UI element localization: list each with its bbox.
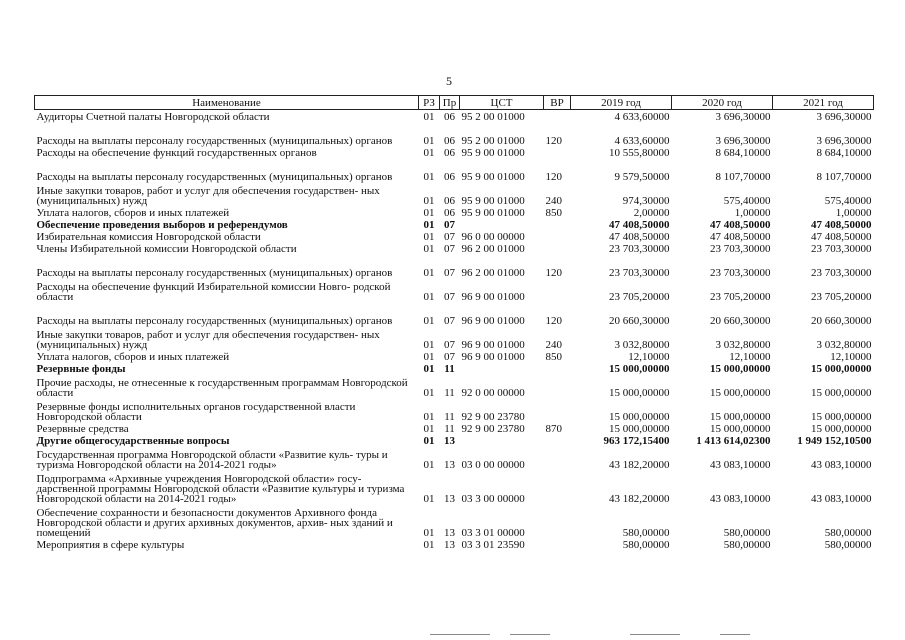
cell-rz: 01 bbox=[423, 339, 435, 351]
cell-vr: 850 bbox=[545, 351, 562, 363]
cell-y2019: 20 660,30000 bbox=[609, 315, 670, 327]
cell-cst: 96 2 00 01000 bbox=[461, 243, 525, 255]
table-row bbox=[35, 350, 874, 362]
cell-pr: 13 bbox=[444, 527, 455, 539]
cell-y2019: 43 182,20000 bbox=[609, 459, 670, 471]
cell-y2019: 580,00000 bbox=[622, 539, 670, 551]
scan-artifact bbox=[430, 634, 490, 635]
cell-y2019: 9 579,50000 bbox=[614, 171, 670, 183]
cell-y2019: 23 703,30000 bbox=[609, 243, 670, 255]
cell-cst: 96 9 00 01000 bbox=[461, 291, 525, 303]
cell-vr bbox=[544, 398, 571, 422]
cell-y2021: 47 408,50000 bbox=[811, 231, 872, 243]
cell-cst: 95 9 00 01000 bbox=[461, 195, 525, 207]
cell-y2021: 580,00000 bbox=[824, 527, 872, 539]
cell-y2021: 20 660,30000 bbox=[811, 315, 872, 327]
cell-rz: 01 bbox=[423, 435, 435, 447]
cell-y2020: 8 107,70000 bbox=[715, 171, 771, 183]
cell-name: Резервные средства bbox=[36, 423, 129, 435]
header-2019: 2019 год bbox=[571, 96, 672, 110]
table-row bbox=[35, 326, 874, 350]
table-row bbox=[35, 504, 874, 538]
cell-name: Иные закупки товаров, работ и услуг для обеспечения государствен- ных (муниципальных) нужд bbox=[36, 185, 380, 207]
table-row bbox=[35, 446, 874, 470]
table-row bbox=[35, 422, 874, 434]
cell-y2019: 15 000,00000 bbox=[609, 411, 670, 423]
cell-y2020: 15 000,00000 bbox=[710, 423, 771, 435]
cell-y2021: 15 000,00000 bbox=[811, 411, 872, 423]
cell-rz: 01 bbox=[423, 243, 435, 255]
cell-vr bbox=[544, 434, 571, 446]
cell-vr: 120 bbox=[545, 135, 562, 147]
page-number: 5 bbox=[446, 74, 452, 88]
cell-pr: 07 bbox=[444, 351, 455, 363]
cell-y2019: 10 555,80000 bbox=[609, 147, 670, 159]
cell-name: Расходы на выплаты персоналу государственных (муниципальных) органов bbox=[36, 267, 393, 279]
cell-y2020: 575,40000 bbox=[723, 195, 771, 207]
cell-y2020: 23 705,20000 bbox=[710, 291, 771, 303]
cell-vr bbox=[544, 278, 571, 302]
cell-vr: 120 bbox=[545, 315, 562, 327]
cell-y2020: 47 408,50000 bbox=[710, 219, 771, 231]
cell-cst: 96 9 00 01000 bbox=[461, 351, 525, 363]
cell-vr: 120 bbox=[545, 267, 562, 279]
cell-y2021: 15 000,00000 bbox=[811, 387, 872, 399]
header-cst: ЦСТ bbox=[460, 96, 544, 110]
cell-pr: 06 bbox=[444, 207, 455, 219]
cell-y2019: 15 000,00000 bbox=[609, 363, 670, 375]
header-name: Наименование bbox=[35, 96, 419, 110]
cell-vr: 120 bbox=[545, 171, 562, 183]
cell-pr: 06 bbox=[444, 147, 455, 159]
cell-y2021: 8 684,10000 bbox=[816, 147, 872, 159]
cell-y2021: 23 705,20000 bbox=[811, 291, 872, 303]
cell-rz: 01 bbox=[423, 493, 435, 505]
cell-cst: 92 0 00 00000 bbox=[461, 387, 525, 399]
cell-name: Расходы на выплаты персоналу государственных (муниципальных) органов bbox=[36, 135, 393, 147]
cell-pr: 07 bbox=[444, 219, 455, 231]
cell-y2020: 3 032,80000 bbox=[715, 339, 771, 351]
cell-y2020: 3 696,30000 bbox=[715, 135, 771, 147]
cell-vr bbox=[544, 218, 571, 230]
cell-cst: 03 3 01 23590 bbox=[461, 539, 525, 551]
cell-pr: 11 bbox=[444, 423, 455, 435]
cell-cst: 03 0 00 00000 bbox=[461, 459, 525, 471]
scan-artifact bbox=[510, 634, 550, 635]
cell-name: Иные закупки товаров, работ и услуг для обеспечения государствен- ных (муниципальных) нужд bbox=[36, 329, 380, 351]
table-row bbox=[35, 434, 874, 446]
cell-vr: 850 bbox=[545, 207, 562, 219]
cell-y2020: 23 703,30000 bbox=[710, 267, 771, 279]
table-row bbox=[35, 242, 874, 254]
cell-cst: 92 9 00 23780 bbox=[461, 411, 525, 423]
cell-y2021: 47 408,50000 bbox=[811, 219, 872, 231]
cell-y2021: 8 107,70000 bbox=[816, 171, 872, 183]
cell-cst: 96 9 00 01000 bbox=[461, 339, 525, 351]
cell-pr: 07 bbox=[444, 231, 455, 243]
cell-name: Резервные фонды bbox=[36, 363, 126, 375]
cell-cst: 96 0 00 00000 bbox=[461, 231, 525, 243]
cell-rz: 01 bbox=[423, 459, 435, 471]
cell-rz: 01 bbox=[423, 219, 435, 231]
cell-rz: 01 bbox=[423, 363, 435, 375]
cell-rz: 01 bbox=[423, 195, 435, 207]
cell-y2021: 3 696,30000 bbox=[816, 135, 872, 147]
budget-table bbox=[34, 95, 874, 550]
cell-y2021: 23 703,30000 bbox=[811, 243, 872, 255]
table-row bbox=[35, 230, 874, 242]
cell-y2021: 12,10000 bbox=[830, 351, 872, 363]
table-row bbox=[35, 206, 874, 218]
cell-y2019: 47 408,50000 bbox=[609, 231, 670, 243]
cell-vr bbox=[544, 538, 571, 550]
cell-cst: 95 9 00 01000 bbox=[461, 207, 525, 219]
cell-y2020: 15 000,00000 bbox=[710, 411, 771, 423]
cell-name: Обеспечение проведения выборов и референдумов bbox=[36, 219, 288, 231]
cell-pr: 13 bbox=[444, 459, 455, 471]
cell-rz: 01 bbox=[423, 315, 435, 327]
cell-pr: 06 bbox=[444, 195, 455, 207]
table-row bbox=[35, 470, 874, 504]
cell-vr bbox=[544, 230, 571, 242]
table-row bbox=[35, 254, 874, 278]
table-row bbox=[35, 158, 874, 182]
cell-pr: 06 bbox=[444, 111, 455, 123]
table-row bbox=[35, 374, 874, 398]
cell-cst: 96 2 00 01000 bbox=[461, 267, 525, 279]
cell-y2019: 2,00000 bbox=[633, 207, 670, 219]
cell-vr: 240 bbox=[545, 195, 562, 207]
cell-y2020: 15 000,00000 bbox=[710, 387, 771, 399]
cell-rz: 01 bbox=[423, 231, 435, 243]
cell-y2019: 4 633,60000 bbox=[614, 111, 670, 123]
cell-y2019: 23 705,20000 bbox=[609, 291, 670, 303]
cell-y2020: 1 413 614,02300 bbox=[696, 435, 771, 447]
cell-cst: 95 9 00 01000 bbox=[461, 171, 525, 183]
cell-name: Расходы на обеспечение функций Избирательной комиссии Новго- родской области bbox=[36, 281, 391, 303]
cell-y2020: 15 000,00000 bbox=[710, 363, 771, 375]
cell-pr: 06 bbox=[444, 135, 455, 147]
table-row bbox=[35, 278, 874, 302]
cell-y2019: 974,30000 bbox=[622, 195, 670, 207]
cell-y2019: 15 000,00000 bbox=[609, 387, 670, 399]
cell-rz: 01 bbox=[423, 291, 435, 303]
cell-cst: 95 2 00 01000 bbox=[461, 135, 525, 147]
cell-y2021: 23 703,30000 bbox=[811, 267, 872, 279]
cell-name: Аудиторы Счетной палаты Новгородской области bbox=[36, 111, 270, 123]
cell-y2021: 575,40000 bbox=[824, 195, 872, 207]
cell-cst: 03 3 00 00000 bbox=[461, 493, 525, 505]
cell-vr bbox=[544, 446, 571, 470]
cell-y2020: 43 083,10000 bbox=[710, 459, 771, 471]
cell-pr: 07 bbox=[444, 243, 455, 255]
cell-name: Уплата налогов, сборов и иных платежей bbox=[36, 207, 230, 219]
cell-vr bbox=[544, 470, 571, 504]
cell-name: Прочие расходы, не отнесенные к государственным программам Новгородской области bbox=[36, 377, 408, 399]
cell-y2021: 15 000,00000 bbox=[811, 423, 872, 435]
cell-y2021: 1 949 152,10500 bbox=[797, 435, 872, 447]
cell-rz: 01 bbox=[423, 387, 435, 399]
cell-y2019: 580,00000 bbox=[622, 527, 670, 539]
cell-y2021: 43 083,10000 bbox=[811, 459, 872, 471]
cell-y2019: 963 172,15400 bbox=[603, 435, 670, 447]
cell-rz: 01 bbox=[423, 351, 435, 363]
cell-vr bbox=[544, 146, 571, 158]
table-body bbox=[35, 110, 874, 551]
cell-y2019: 23 703,30000 bbox=[609, 267, 670, 279]
cell-pr: 13 bbox=[444, 493, 455, 505]
cell-name: Другие общегосударственные вопросы bbox=[36, 435, 230, 447]
table-row bbox=[35, 538, 874, 550]
cell-pr: 13 bbox=[444, 435, 455, 447]
cell-cst bbox=[460, 434, 544, 446]
cell-rz: 01 bbox=[423, 267, 435, 279]
header-2021: 2021 год bbox=[773, 96, 874, 110]
cell-rz: 01 bbox=[423, 207, 435, 219]
cell-name: Резервные фонды исполнительных органов государственной власти Новгородской области bbox=[36, 401, 356, 423]
cell-y2019: 3 032,80000 bbox=[614, 339, 670, 351]
cell-pr: 13 bbox=[444, 539, 455, 551]
cell-cst bbox=[460, 218, 544, 230]
cell-rz: 01 bbox=[423, 539, 435, 551]
cell-vr bbox=[544, 110, 571, 123]
cell-name: Подпрограмма «Архивные учреждения Новгородской области» госу- дарственной программы Новгородской области «Развитие культуры и туризма Новгородской области на 2014-2021 годы» bbox=[36, 473, 405, 505]
cell-cst: 92 9 00 23780 bbox=[461, 423, 525, 435]
cell-y2020: 580,00000 bbox=[723, 539, 771, 551]
cell-y2020: 20 660,30000 bbox=[710, 315, 771, 327]
table-row bbox=[35, 218, 874, 230]
cell-pr: 11 bbox=[444, 387, 455, 399]
cell-cst bbox=[460, 362, 544, 374]
cell-pr: 11 bbox=[444, 363, 455, 375]
cell-pr: 11 bbox=[444, 411, 455, 423]
cell-pr: 07 bbox=[444, 315, 455, 327]
table-row bbox=[35, 110, 874, 123]
cell-pr: 07 bbox=[444, 339, 455, 351]
cell-y2019: 12,10000 bbox=[628, 351, 670, 363]
cell-y2021: 580,00000 bbox=[824, 539, 872, 551]
cell-rz: 01 bbox=[423, 135, 435, 147]
table-row bbox=[35, 182, 874, 206]
header-2020: 2020 год bbox=[672, 96, 773, 110]
table-row bbox=[35, 122, 874, 146]
scan-artifact bbox=[630, 634, 680, 635]
cell-y2019: 4 633,60000 bbox=[614, 135, 670, 147]
cell-y2020: 1,00000 bbox=[734, 207, 771, 219]
cell-y2020: 23 703,30000 bbox=[710, 243, 771, 255]
cell-rz: 01 bbox=[423, 411, 435, 423]
cell-y2021: 3 032,80000 bbox=[816, 339, 872, 351]
cell-cst: 96 9 00 01000 bbox=[461, 315, 525, 327]
cell-name: Расходы на обеспечение функций государственных органов bbox=[36, 147, 317, 159]
cell-pr: 07 bbox=[444, 267, 455, 279]
cell-cst: 03 3 01 00000 bbox=[461, 527, 525, 539]
cell-rz: 01 bbox=[423, 171, 435, 183]
cell-y2021: 3 696,30000 bbox=[816, 111, 872, 123]
cell-vr bbox=[544, 374, 571, 398]
cell-vr: 870 bbox=[545, 423, 562, 435]
cell-name: Мероприятия в сфере культуры bbox=[36, 539, 185, 551]
header-vr: ВР bbox=[544, 96, 571, 110]
cell-vr bbox=[544, 362, 571, 374]
scan-artifact bbox=[720, 634, 750, 635]
cell-pr: 07 bbox=[444, 291, 455, 303]
cell-rz: 01 bbox=[423, 111, 435, 123]
cell-vr: 240 bbox=[545, 339, 562, 351]
cell-y2020: 12,10000 bbox=[729, 351, 771, 363]
cell-y2020: 3 696,30000 bbox=[715, 111, 771, 123]
cell-y2021: 15 000,00000 bbox=[811, 363, 872, 375]
cell-vr bbox=[544, 504, 571, 538]
cell-pr: 06 bbox=[444, 171, 455, 183]
cell-name: Государственная программа Новгородской области «Развитие куль- туры и туризма Новгородской области на 2014-2021 годы» bbox=[36, 449, 388, 471]
table-row bbox=[35, 362, 874, 374]
cell-rz: 01 bbox=[423, 527, 435, 539]
table-header-row bbox=[35, 96, 874, 110]
cell-name: Обеспечение сохранности и безопасности документов Архивного фонда Новгородской области и других архивных документов, архив- ных зданий и помещений bbox=[36, 507, 393, 539]
cell-y2021: 43 083,10000 bbox=[811, 493, 872, 505]
cell-y2021: 1,00000 bbox=[835, 207, 872, 219]
cell-y2019: 15 000,00000 bbox=[609, 423, 670, 435]
cell-name: Избирательная комиссия Новгородской области bbox=[36, 231, 261, 243]
cell-y2020: 8 684,10000 bbox=[715, 147, 771, 159]
table-row bbox=[35, 302, 874, 326]
cell-rz: 01 bbox=[423, 147, 435, 159]
header-rz: РЗ bbox=[419, 96, 440, 110]
cell-y2020: 580,00000 bbox=[723, 527, 771, 539]
cell-rz: 01 bbox=[423, 423, 435, 435]
table-row bbox=[35, 398, 874, 422]
cell-y2019: 43 182,20000 bbox=[609, 493, 670, 505]
header-pr: Пр bbox=[440, 96, 460, 110]
cell-y2020: 43 083,10000 bbox=[710, 493, 771, 505]
cell-vr bbox=[544, 242, 571, 254]
cell-name: Расходы на выплаты персоналу государственных (муниципальных) органов bbox=[36, 315, 393, 327]
cell-y2019: 47 408,50000 bbox=[609, 219, 670, 231]
cell-y2020: 47 408,50000 bbox=[710, 231, 771, 243]
cell-name: Уплата налогов, сборов и иных платежей bbox=[36, 351, 230, 363]
cell-name: Расходы на выплаты персоналу государственных (муниципальных) органов bbox=[36, 171, 393, 183]
table-row bbox=[35, 146, 874, 158]
cell-cst: 95 2 00 01000 bbox=[461, 111, 525, 123]
cell-name: Члены Избирательной комиссии Новгородской области bbox=[36, 243, 297, 255]
cell-cst: 95 9 00 01000 bbox=[461, 147, 525, 159]
